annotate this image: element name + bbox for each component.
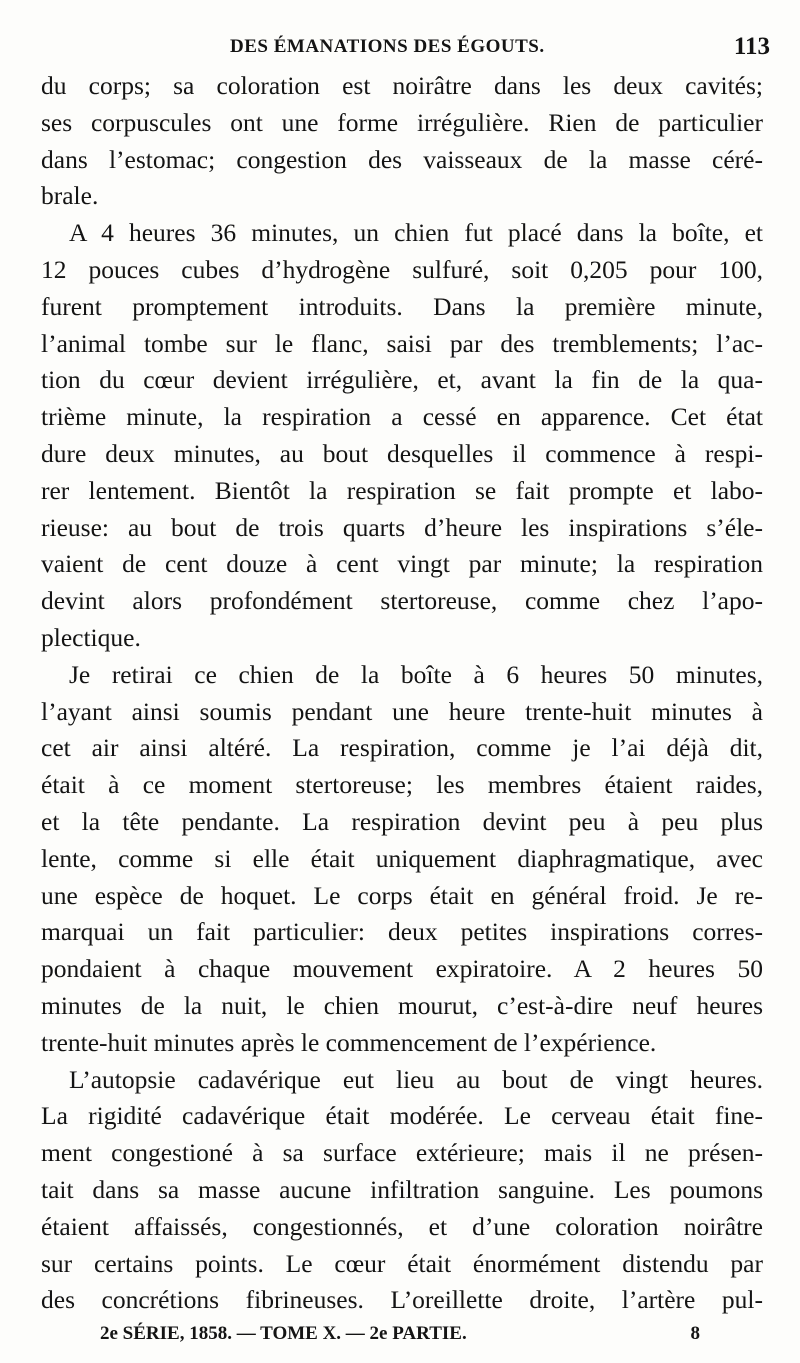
text-line: ses corpuscules ont une forme irrégulière. Rien de particulier [41,107,763,137]
text-line: une espèce de hoquet. Le corps était en général froid. Je re- [41,880,763,910]
text-line: tait dans sa masse aucune infiltration sanguine. Les poumons [41,1174,763,1204]
text-line: minutes de la nuit, le chien mourut, c’est-à-dire neuf heures [41,990,763,1020]
text-line: l’animal tombe sur le flanc, saisi par des tremblements; l’ac- [41,328,763,358]
text-line: Je retirai ce chien de la boîte à 6 heures 50 minutes, [69,659,763,689]
text-line: tion du cœur devient irrégulière, et, avant la fin de la qua- [41,365,763,395]
text-line: rieuse: au bout de trois quarts d’heure les inspirations s’éle- [41,512,763,542]
running-title: DES ÉMANATIONS DES ÉGOUTS. [230,36,545,57]
text-line: La rigidité cadavérique était modérée. Le cerveau était fine- [41,1101,763,1131]
text-line: marquai un fait particulier: deux petites inspirations corres- [41,917,763,947]
text-line: des concrétions fibrineuses. L’oreillette droite, l’artère pul- [41,1285,763,1315]
text-line: L’autopsie cadavérique eut lieu au bout de vingt heures. [69,1064,763,1094]
text-line: trième minute, la respiration a cessé en apparence. Cet état [41,402,763,432]
text-line: lente, comme si elle était uniquement diaphragmatique, avec [41,843,763,873]
text-line: trente-huit minutes après le commencement de l’expérience. [41,1027,657,1057]
text-line: sur certains points. Le cœur était énormément distendu par [41,1248,763,1278]
text-line: A 4 heures 36 minutes, un chien fut placé dans la boîte, et [69,218,763,248]
text-line: rer lentement. Bientôt la respiration se fait prompte et labo- [41,475,763,505]
text-line: furent promptement introduits. Dans la première minute, [41,291,763,321]
footer [100,1323,700,1353]
running-head [40,33,770,64]
text-line: l’ayant ainsi soumis pendant une heure trente-huit minutes à [41,696,763,726]
text-line: étaient affaissés, congestionnés, et d’une coloration noirâtre [41,1211,763,1241]
text-line: et la tête pendante. La respiration devint peu à peu plus [41,806,763,836]
text-line: dure deux minutes, au bout desquelles il commence à respi- [41,438,763,468]
text-line: cet air ainsi altéré. La respiration, comme je l’ai déjà dit, [41,733,763,763]
text-line: plectique. [41,622,141,652]
body-text [41,68,763,1319]
page-number: 113 [733,33,770,60]
text-line: dans l’estomac; congestion des vaisseaux de la masse céré- [41,144,763,174]
text-line: du corps; sa coloration est noirâtre dans les deux cavités; [41,71,763,100]
text-line: brale. [41,181,99,211]
text-line: vaient de cent douze à cent vingt par minute; la respiration [41,549,763,579]
text-line: devint alors profondément stertoreuse, comme chez l’apo- [41,586,763,616]
text-line: pondaient à chaque mouvement expiratoire. A 2 heures 50 [41,954,763,984]
text-line: était à ce moment stertoreuse; les membres étaient raides, [41,770,763,800]
text-line: ment congestioné à sa surface extérieure; mais il ne présen- [41,1138,763,1168]
printer-signature: 2e SÉRIE, 1858. — TOME X. — 2e PARTIE. [100,1323,467,1344]
text-line: 12 pouces cubes d’hydrogène sulfuré, soit 0,205 pour 100, [41,254,763,284]
signature-mark: 8 [690,1323,700,1344]
